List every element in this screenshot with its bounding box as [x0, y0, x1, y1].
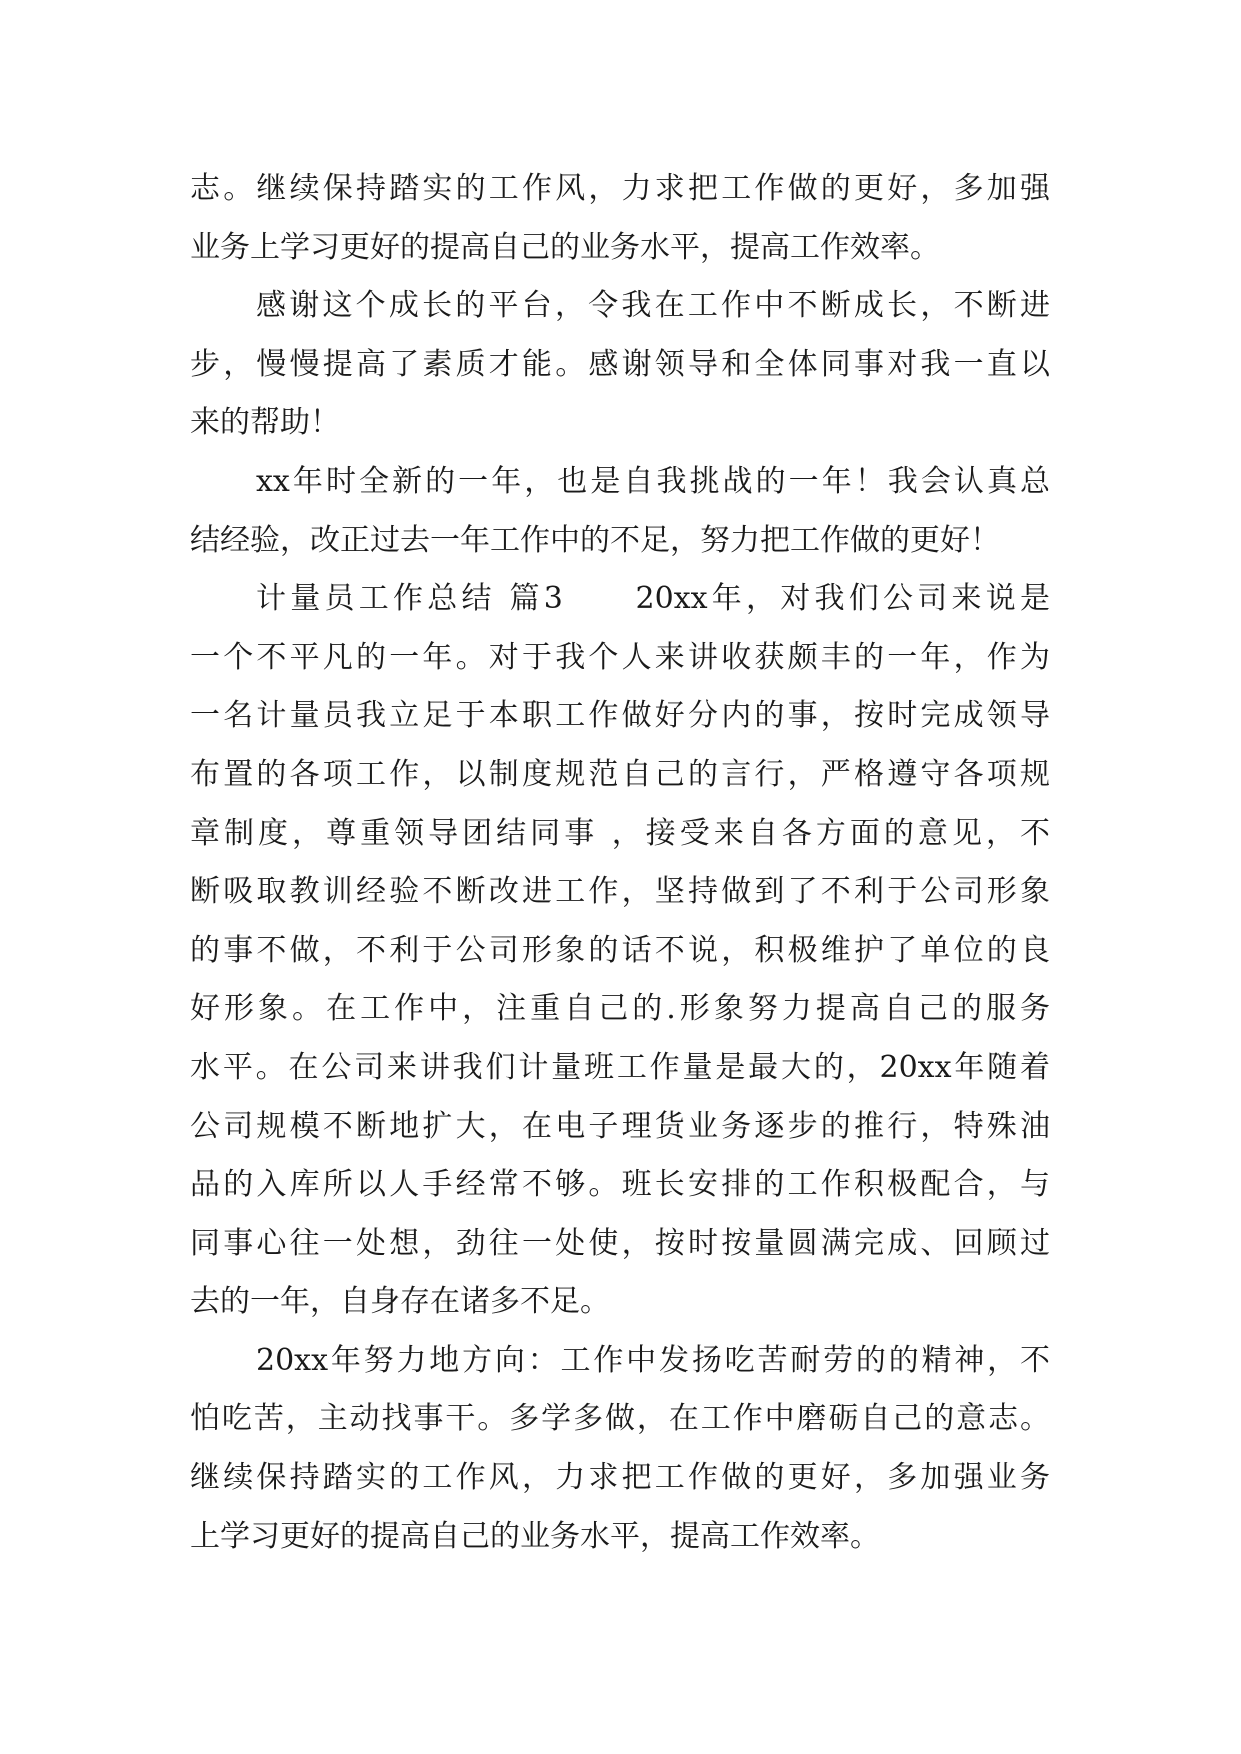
- text-line: 一个不平凡的一年。对于我个人来讲收获颇丰的一年，作为: [190, 639, 1050, 675]
- text-line: 步，慢慢提高了素质才能。感谢领导和全体同事对我一直以: [190, 346, 1050, 382]
- document-body: [190, 160, 1050, 1566]
- text-line: 业务上学习更好的提高自己的业务水平，提高工作效率。: [190, 229, 940, 265]
- text-line: 章制度，尊重领导团结同事 ，接受来自各方面的意见，不: [190, 815, 1050, 851]
- paragraph-first-line: 20xx年努力地方向：工作中发扬吃苦耐劳的的精神，不: [256, 1342, 1050, 1378]
- text-line: 结经验，改正过去一年工作中的不足，努力把工作做的更好！: [190, 522, 1000, 558]
- text-line: 品的入库所以人手经常不够。班长安排的工作积极配合，与: [190, 1167, 1050, 1203]
- paragraph-first-line: xx年时全新的一年，也是自我挑战的一年！我会认真总: [256, 463, 1050, 499]
- text-line: 好形象。在工作中，注重自己的.形象努力提高自己的服务: [190, 991, 1050, 1027]
- text-line: 水平。在公司来讲我们计量班工作量是最大的，20xx年随着: [190, 1049, 1050, 1085]
- text-line: 怕吃苦，主动找事干。多学多做，在工作中磨砺自己的意志。: [190, 1401, 1050, 1437]
- text-line: 去的一年，自身存在诸多不足。: [190, 1284, 610, 1320]
- text-line: 布置的各项工作，以制度规范自己的言行，严格遵守各项规: [190, 756, 1050, 792]
- text-line: 同事心往一处想，劲往一处使，按时按量圆满完成、回顾过: [190, 1225, 1050, 1261]
- text-line: 继续保持踏实的工作风，力求把工作做的更好，多加强业务: [190, 1460, 1050, 1496]
- text-line: 来的帮助！: [190, 405, 340, 441]
- paragraph-first-line: 感谢这个成长的平台，令我在工作中不断成长，不断进: [256, 288, 1050, 324]
- section-heading-line: 计量员工作总结 篇3 20xx年，对我们公司来说是: [256, 581, 1050, 617]
- text-line: 上学习更好的提高自己的业务水平，提高工作效率。: [190, 1518, 880, 1554]
- text-line: 的事不做，不利于公司形象的话不说，积极维护了单位的良: [190, 932, 1050, 968]
- text-line: 断吸取教训经验不断改进工作，坚持做到了不利于公司形象: [190, 874, 1050, 910]
- text-line: 公司规模不断地扩大，在电子理货业务逐步的推行，特殊油: [190, 1108, 1050, 1144]
- text-line: 志。继续保持踏实的工作风，力求把工作做的更好，多加强: [190, 171, 1050, 206]
- text-line: 一名计量员我立足于本职工作做好分内的事，按时完成领导: [190, 698, 1050, 734]
